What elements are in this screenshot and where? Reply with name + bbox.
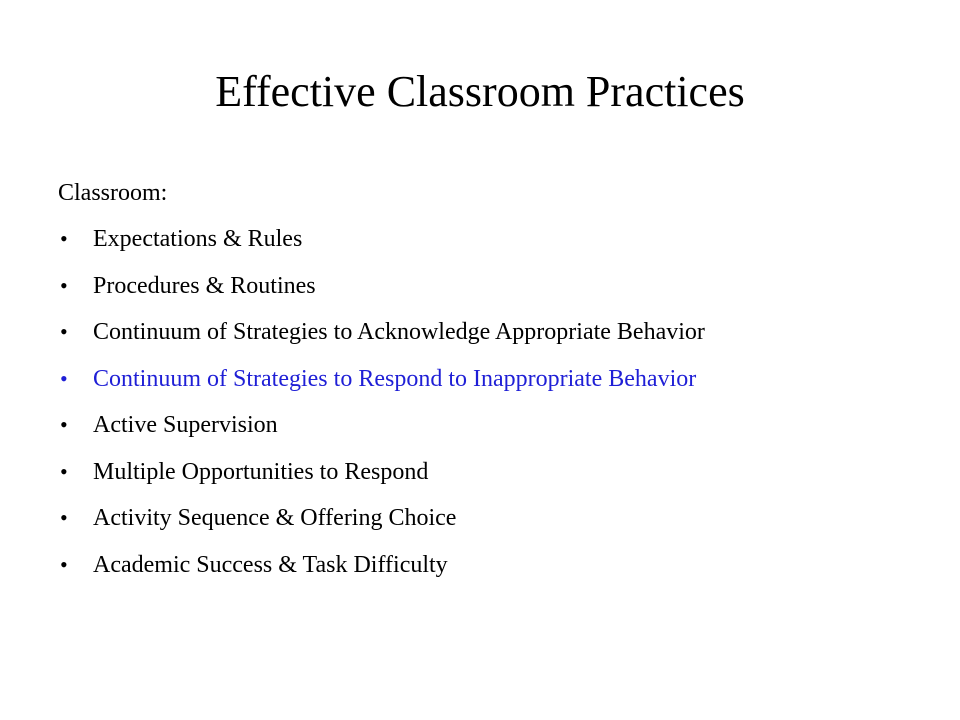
bullet-item-expectations-rules <box>58 221 938 257</box>
bullet-icon: • <box>60 505 68 530</box>
bullet-icon: • <box>60 319 68 344</box>
bullet-text: Academic Success & Task Difficulty <box>93 551 448 578</box>
bullet-text: Continuum of Strategies to Respond to Inappropriate Behavior <box>93 365 697 392</box>
bullet-item-opportunities-respond <box>58 454 938 490</box>
bullet-icon: • <box>60 272 68 298</box>
bullet-item-respond-behavior <box>58 361 938 397</box>
bullet-icon: • <box>60 365 68 391</box>
bullet-text: Procedures & Routines <box>93 272 316 299</box>
intro-text: Classroom: <box>58 180 168 206</box>
bullet-list <box>58 221 938 583</box>
bullet-icon: • <box>60 458 68 484</box>
bullet-text: Active Supervision <box>93 412 278 438</box>
bullet-icon: • <box>60 412 68 437</box>
bullet-icon: • <box>60 551 68 577</box>
bullet-item-acknowledge-behavior <box>58 314 938 350</box>
slide-content <box>58 175 938 593</box>
bullet-text: Continuum of Strategies to Acknowledge Appropriate Behavior <box>93 319 705 345</box>
bullet-item-academic-success <box>58 547 938 583</box>
slide-title: Effective Classroom Practices <box>215 67 745 116</box>
bullet-text: Multiple Opportunities to Respond <box>93 458 429 485</box>
bullet-icon: • <box>60 226 68 251</box>
bullet-item-procedures-routines <box>58 268 938 304</box>
bullet-item-active-supervision <box>58 407 938 443</box>
bullet-text: Expectations & Rules <box>93 226 303 252</box>
bullet-text: Activity Sequence & Offering Choice <box>93 505 457 531</box>
bullet-item-activity-sequence <box>58 500 938 536</box>
